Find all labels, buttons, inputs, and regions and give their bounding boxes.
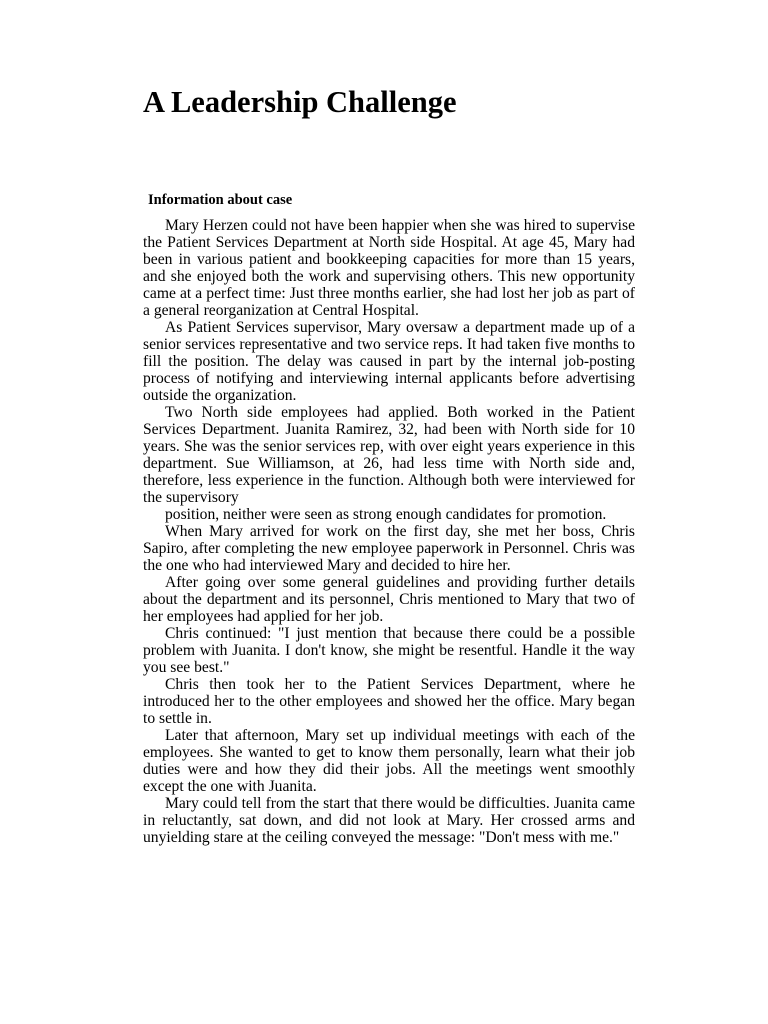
paragraph: position, neither were seen as strong enough candidates for promotion. bbox=[165, 506, 607, 523]
paragraph: Two North side employees had applied. Both worked in the Patient Services Department. Juanita Ramirez, 32, had been with North side for 10 years. She was the senior services rep, with over eight years experience in this department. Sue Williamson, at 26, had less time with North side and, therefore, less experience in the function. Although both were interviewed for the supervisory bbox=[143, 404, 635, 506]
section-heading: Information about case bbox=[148, 192, 293, 208]
paragraph: Chris continued: "I just mention that because there could be a possible problem with Juanita. I don't know, she might be resentful. Handle it the way you see best." bbox=[143, 625, 635, 676]
paragraph: After going over some general guidelines and providing further details about the department and its personnel, Chris mentioned to Mary that two of her employees had applied for her job. bbox=[143, 574, 635, 625]
body-text bbox=[143, 217, 635, 846]
paragraph: Later that afternoon, Mary set up individual meetings with each of the employees. She wanted to get to know them personally, learn what their job duties were and how they did their jobs. All the meetings went smoothly except the one with Juanita. bbox=[143, 727, 635, 795]
paragraph: When Mary arrived for work on the first day, she met her boss, Chris Sapiro, after completing the new employee paperwork in Personnel. Chris was the one who had interviewed Mary and decided to hire her. bbox=[143, 523, 635, 574]
paragraph: As Patient Services supervisor, Mary oversaw a department made up of a senior services representative and two service reps. It had taken five months to fill the position. The delay was caused in part by the internal job-posting process of notifying and interviewing internal applicants before advertising outside the organization. bbox=[143, 319, 635, 404]
paragraph: Mary Herzen could not have been happier when she was hired to supervise the Patient Services Department at North side Hospital. At age 45, Mary had been in various patient and bookkeeping capacities for more than 15 years, and she enjoyed both the work and supervising others. This new opportunity came at a perfect time: Just three months earlier, she had lost her job as part of a general reorganization at Central Hospital. bbox=[143, 217, 635, 319]
page-title: A Leadership Challenge bbox=[143, 85, 457, 119]
paragraph: Mary could tell from the start that there would be difficulties. Juanita came in reluctantly, sat down, and did not look at Mary. Her crossed arms and unyielding stare at the ceiling conveyed the message: "Don't mess with me." bbox=[143, 795, 635, 846]
paragraph: Chris then took her to the Patient Services Department, where he introduced her to the other employees and showed her the office. Mary began to settle in. bbox=[143, 676, 635, 727]
